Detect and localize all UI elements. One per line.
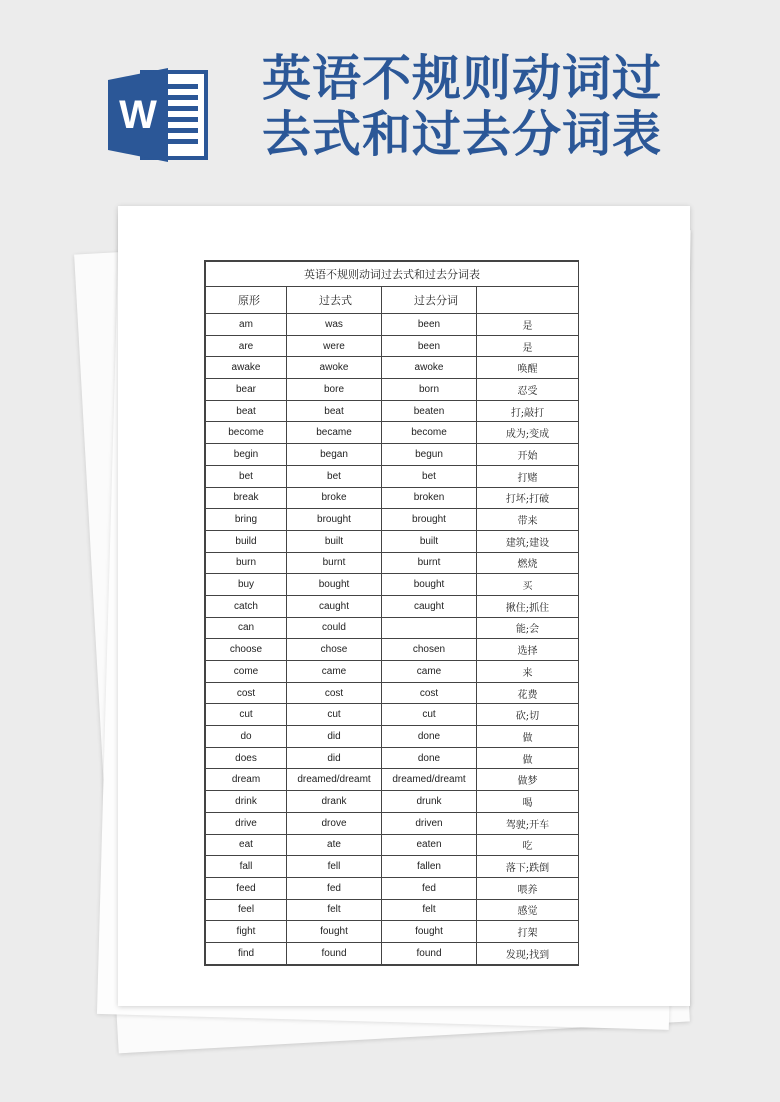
cell-past-participle [382, 617, 477, 639]
cell-past-participle: chosen [382, 639, 477, 661]
cell-past-tense: drank [287, 791, 382, 813]
table-row [206, 357, 579, 379]
cell-meaning: 喂养 [477, 877, 579, 899]
cell-past-tense: cost [287, 682, 382, 704]
table-row [206, 704, 579, 726]
cell-meaning: 忍受 [477, 379, 579, 401]
table-row [206, 661, 579, 683]
cell-past-participle: bet [382, 465, 477, 487]
cell-past-participle: brought [382, 509, 477, 531]
cell-meaning: 打坏;打破 [477, 487, 579, 509]
cell-meaning: 做 [477, 726, 579, 748]
cell-base-form: awake [206, 357, 287, 379]
cell-past-participle: caught [382, 595, 477, 617]
cell-past-participle: done [382, 726, 477, 748]
cell-base-form: feel [206, 899, 287, 921]
cell-past-tense: cut [287, 704, 382, 726]
cell-base-form: break [206, 487, 287, 509]
table-row [206, 791, 579, 813]
cell-meaning: 喝 [477, 791, 579, 813]
cell-base-form: feed [206, 877, 287, 899]
table-row [206, 379, 579, 401]
cell-past-participle: eaten [382, 834, 477, 856]
cell-base-form: bring [206, 509, 287, 531]
cell-base-form: begin [206, 444, 287, 466]
cell-past-participle: been [382, 335, 477, 357]
table-row [206, 552, 579, 574]
cell-past-tense: beat [287, 400, 382, 422]
table-row [206, 682, 579, 704]
cell-past-participle: fought [382, 921, 477, 943]
table-caption: 英语不规则动词过去式和过去分词表 [206, 262, 579, 287]
cell-past-tense: found [287, 942, 382, 964]
cell-base-form: beat [206, 400, 287, 422]
cell-past-participle: been [382, 314, 477, 336]
cell-meaning: 能;会 [477, 617, 579, 639]
cell-meaning: 驾驶;开车 [477, 812, 579, 834]
cell-base-form: do [206, 726, 287, 748]
header-base-form: 原形 [206, 287, 287, 314]
table-row [206, 422, 579, 444]
document-page [118, 206, 690, 1006]
cell-meaning: 落下;跌倒 [477, 856, 579, 878]
cell-past-tense: burnt [287, 552, 382, 574]
table-row [206, 487, 579, 509]
cell-base-form: burn [206, 552, 287, 574]
cell-base-form: cost [206, 682, 287, 704]
cell-meaning: 带来 [477, 509, 579, 531]
table-row [206, 726, 579, 748]
cell-base-form: dream [206, 769, 287, 791]
cell-base-form: am [206, 314, 287, 336]
table-row [206, 639, 579, 661]
title-line-1: 英语不规则动词过 [262, 49, 663, 107]
table-body [206, 314, 579, 965]
cell-past-participle: begun [382, 444, 477, 466]
table-row [206, 335, 579, 357]
cell-past-participle: came [382, 661, 477, 683]
cell-past-tense: did [287, 726, 382, 748]
table-row [206, 574, 579, 596]
table-row [206, 942, 579, 964]
cell-meaning: 成为;变成 [477, 422, 579, 444]
cell-base-form: become [206, 422, 287, 444]
cell-meaning: 燃烧 [477, 552, 579, 574]
header-past-tense: 过去式 [287, 287, 382, 314]
cell-base-form: eat [206, 834, 287, 856]
cell-base-form: catch [206, 595, 287, 617]
page-title [262, 50, 732, 162]
cell-past-tense: could [287, 617, 382, 639]
cell-past-tense: chose [287, 639, 382, 661]
cell-past-tense: built [287, 530, 382, 552]
cell-base-form: choose [206, 639, 287, 661]
word-icon-letter: W [119, 93, 157, 137]
table-row [206, 921, 579, 943]
cell-past-tense: bet [287, 465, 382, 487]
cell-past-tense: fought [287, 921, 382, 943]
cell-past-participle: found [382, 942, 477, 964]
cell-past-tense: became [287, 422, 382, 444]
cell-past-participle: driven [382, 812, 477, 834]
cell-meaning: 是 [477, 335, 579, 357]
header-past-participle: 过去分词 [382, 287, 477, 314]
cell-meaning: 花费 [477, 682, 579, 704]
cell-meaning: 打赌 [477, 465, 579, 487]
cell-meaning: 建筑;建设 [477, 530, 579, 552]
cell-base-form: buy [206, 574, 287, 596]
verb-table [204, 260, 579, 966]
table-caption-row [206, 262, 579, 287]
cell-meaning: 做 [477, 747, 579, 769]
cell-meaning: 揪住;抓住 [477, 595, 579, 617]
table-row [206, 444, 579, 466]
cell-past-tense: did [287, 747, 382, 769]
cell-base-form: can [206, 617, 287, 639]
header-meaning [477, 287, 579, 314]
cell-base-form: find [206, 942, 287, 964]
table-row [206, 595, 579, 617]
table-row [206, 617, 579, 639]
cell-meaning: 是 [477, 314, 579, 336]
word-doc-icon [108, 68, 208, 162]
cell-base-form: fall [206, 856, 287, 878]
cell-meaning: 感觉 [477, 899, 579, 921]
cell-past-tense: drove [287, 812, 382, 834]
table-row [206, 530, 579, 552]
table-row [206, 769, 579, 791]
cell-past-tense: began [287, 444, 382, 466]
table-row [206, 509, 579, 531]
cell-past-participle: dreamed/dreamt [382, 769, 477, 791]
cell-past-participle: broken [382, 487, 477, 509]
cell-meaning: 开始 [477, 444, 579, 466]
cell-past-participle: fed [382, 877, 477, 899]
cell-past-tense: came [287, 661, 382, 683]
cell-meaning: 唤醒 [477, 357, 579, 379]
cell-past-participle: cost [382, 682, 477, 704]
cell-past-participle: beaten [382, 400, 477, 422]
cell-meaning: 打架 [477, 921, 579, 943]
cell-meaning: 来 [477, 661, 579, 683]
cell-past-tense: felt [287, 899, 382, 921]
cell-past-tense: awoke [287, 357, 382, 379]
table-row [206, 465, 579, 487]
cell-base-form: fight [206, 921, 287, 943]
table-row [206, 899, 579, 921]
cell-past-tense: ate [287, 834, 382, 856]
cell-past-participle: awoke [382, 357, 477, 379]
cell-past-tense: bore [287, 379, 382, 401]
cell-base-form: are [206, 335, 287, 357]
cell-base-form: cut [206, 704, 287, 726]
cell-base-form: build [206, 530, 287, 552]
table-header-row [206, 287, 579, 314]
cell-meaning: 打;敲打 [477, 400, 579, 422]
cell-past-participle: born [382, 379, 477, 401]
table-row [206, 400, 579, 422]
cell-past-tense: fed [287, 877, 382, 899]
table-row [206, 747, 579, 769]
cell-base-form: drive [206, 812, 287, 834]
cell-base-form: bear [206, 379, 287, 401]
table-row [206, 812, 579, 834]
cell-meaning: 发现;找到 [477, 942, 579, 964]
table-row [206, 856, 579, 878]
cell-past-participle: felt [382, 899, 477, 921]
cell-meaning: 砍;切 [477, 704, 579, 726]
cell-base-form: drink [206, 791, 287, 813]
cell-past-participle: fallen [382, 856, 477, 878]
cell-past-tense: broke [287, 487, 382, 509]
cell-meaning: 吃 [477, 834, 579, 856]
table-row [206, 834, 579, 856]
cell-base-form: bet [206, 465, 287, 487]
cell-past-participle: bought [382, 574, 477, 596]
cell-past-tense: were [287, 335, 382, 357]
cell-past-participle: done [382, 747, 477, 769]
cell-past-participle: become [382, 422, 477, 444]
cell-base-form: come [206, 661, 287, 683]
cell-past-tense: caught [287, 595, 382, 617]
cell-past-participle: built [382, 530, 477, 552]
cell-meaning: 买 [477, 574, 579, 596]
cell-past-participle: drunk [382, 791, 477, 813]
cell-past-tense: dreamed/dreamt [287, 769, 382, 791]
cell-past-participle: burnt [382, 552, 477, 574]
table-row [206, 314, 579, 336]
title-line-2: 去式和过去分词表 [262, 105, 663, 163]
cell-meaning: 做梦 [477, 769, 579, 791]
cell-meaning: 选择 [477, 639, 579, 661]
cell-past-tense: bought [287, 574, 382, 596]
cell-past-participle: cut [382, 704, 477, 726]
cell-past-tense: was [287, 314, 382, 336]
cell-base-form: does [206, 747, 287, 769]
cell-past-tense: brought [287, 509, 382, 531]
cell-past-tense: fell [287, 856, 382, 878]
table-row [206, 877, 579, 899]
